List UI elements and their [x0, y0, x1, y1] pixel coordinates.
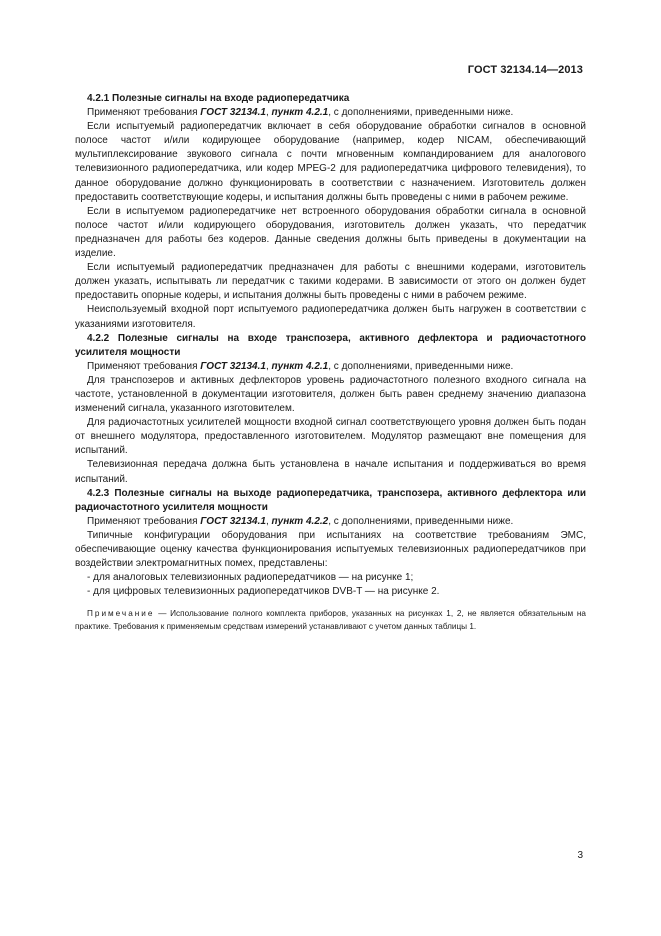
- gost-reference: ГОСТ 32134.1: [200, 107, 266, 119]
- standard-code: ГОСТ 32134.14—2013: [467, 64, 583, 76]
- page-number: 3: [577, 850, 583, 861]
- requirement-prefix: Применяют требования: [87, 360, 201, 372]
- paragraph: Телевизионная передача должна быть установлена в начале испытания и поддерживаться во время испытаний.: [75, 459, 586, 485]
- document-body: [75, 92, 586, 633]
- requirement-suffix: , с дополнениями, приведенными ниже.: [328, 107, 514, 119]
- paragraph: Для радиочастотных усилителей мощности входной сигнал соответствующего уровня должен быть подан от внешнего модулятора, предоставленного изготовителем. Модулятор размещают вне помещения для испытаний.: [75, 417, 586, 457]
- gost-reference: ГОСТ 32134.1: [200, 515, 266, 527]
- note-label: Примечание: [87, 609, 155, 619]
- requirement-line: [75, 515, 586, 529]
- requirement-line: [75, 106, 586, 120]
- list-item: - для аналоговых телевизионных радиопередатчиков — на рисунке 1;: [87, 572, 414, 584]
- separator: ,: [265, 360, 272, 372]
- requirement-prefix: Применяют требования: [87, 515, 201, 527]
- list-item: - для цифровых телевизионных радиопередатчиков DVB-T — на рисунке 2.: [87, 586, 440, 598]
- paragraph: Если испытуемый радиопередатчик предназначен для работы с внешними кодерами, изготовитель должен указать, испытывать ли передатчик с такими кодерами. В зависимости от этого он должен будет предоставить опорные кодеры, и испытания должны быть проведены с ними в рабочем режиме.: [75, 262, 586, 302]
- clause-reference: пункт 4.2.1: [271, 360, 329, 372]
- paragraph: Если в испытуемом радиопередатчике нет встроенного оборудования обработки сигнала в основной полосе частот и/или кодирующего оборудования, изготовитель должен указать, что передатчик предназначен для работы без кодеров. Данные сведения должны быть приведены в документации на изделие.: [75, 205, 586, 260]
- note-text: — Использование полного комплекта приборов, указанных на рисунках 1, 2, не является обязательным на практике. Требования к применяемым средствам измерений устанавливают с учетом данных таблицы 1.: [75, 609, 586, 631]
- paragraph: Если испытуемый радиопередатчик включает в себя оборудование обработки сигналов в основной полосе частот и/или кодирующее оборудование (например, кодер NICAM, обеспечивающий мультиплексирование звукового сигнала с почти мгновенным компандированием для аналогового телевизионного радиопередатчика, или кодер MPEG-2 для радиопередатчика цифрового телевидения), то данное оборудование должно функционировать в соответствии с назначением. Изготовитель должен предоставить соответствующие кодеры, и испытания должны быть проведены с ними в рабочем режиме.: [75, 121, 586, 203]
- figure-list: [75, 571, 586, 599]
- requirement-suffix: , с дополнениями, приведенными ниже.: [328, 515, 514, 527]
- paragraph: Типичные конфигурации оборудования при испытаниях на соответствие требованиям ЭМС, обеспечивающие оценку качества функционирования испытуемых телевизионных радиопередатчиков при воздействии электромагнитных помех, представлены:: [75, 529, 586, 570]
- paragraph: Неиспользуемый входной порт испытуемого радиопередатчика должен быть нагружен в соответствии с указаниями изготовителя.: [75, 304, 586, 330]
- section-heading-4-2-3: 4.2.3 Полезные сигналы на выходе радиопередатчика, транспозера, активного дефлектора или радиочастотного усилителя мощности: [75, 487, 586, 513]
- requirement-suffix: , с дополнениями, приведенными ниже.: [328, 360, 514, 372]
- separator: ,: [265, 107, 272, 119]
- clause-reference: пункт 4.2.1: [271, 107, 329, 119]
- requirement-line: [75, 360, 586, 374]
- paragraph: Для транспозеров и активных дефлекторов уровень радиочастотного полезного входного сигнала на частоте, установленной в документации изготовителя, должен быть равен среднему значению диапазона изменений сигнала, указанного изготовителем.: [75, 374, 586, 415]
- separator: ,: [265, 515, 272, 527]
- note: [75, 608, 586, 633]
- clause-reference: пункт 4.2.2: [271, 515, 329, 527]
- section-heading-4-2-1: 4.2.1 Полезные сигналы на входе радиопередатчика: [87, 93, 350, 104]
- requirement-prefix: Применяют требования: [87, 107, 201, 119]
- gost-reference: ГОСТ 32134.1: [200, 360, 266, 372]
- section-heading-4-2-2: 4.2.2 Полезные сигналы на входе транспозера, активного дефлектора и радиочастотного усилителя мощности: [75, 332, 586, 358]
